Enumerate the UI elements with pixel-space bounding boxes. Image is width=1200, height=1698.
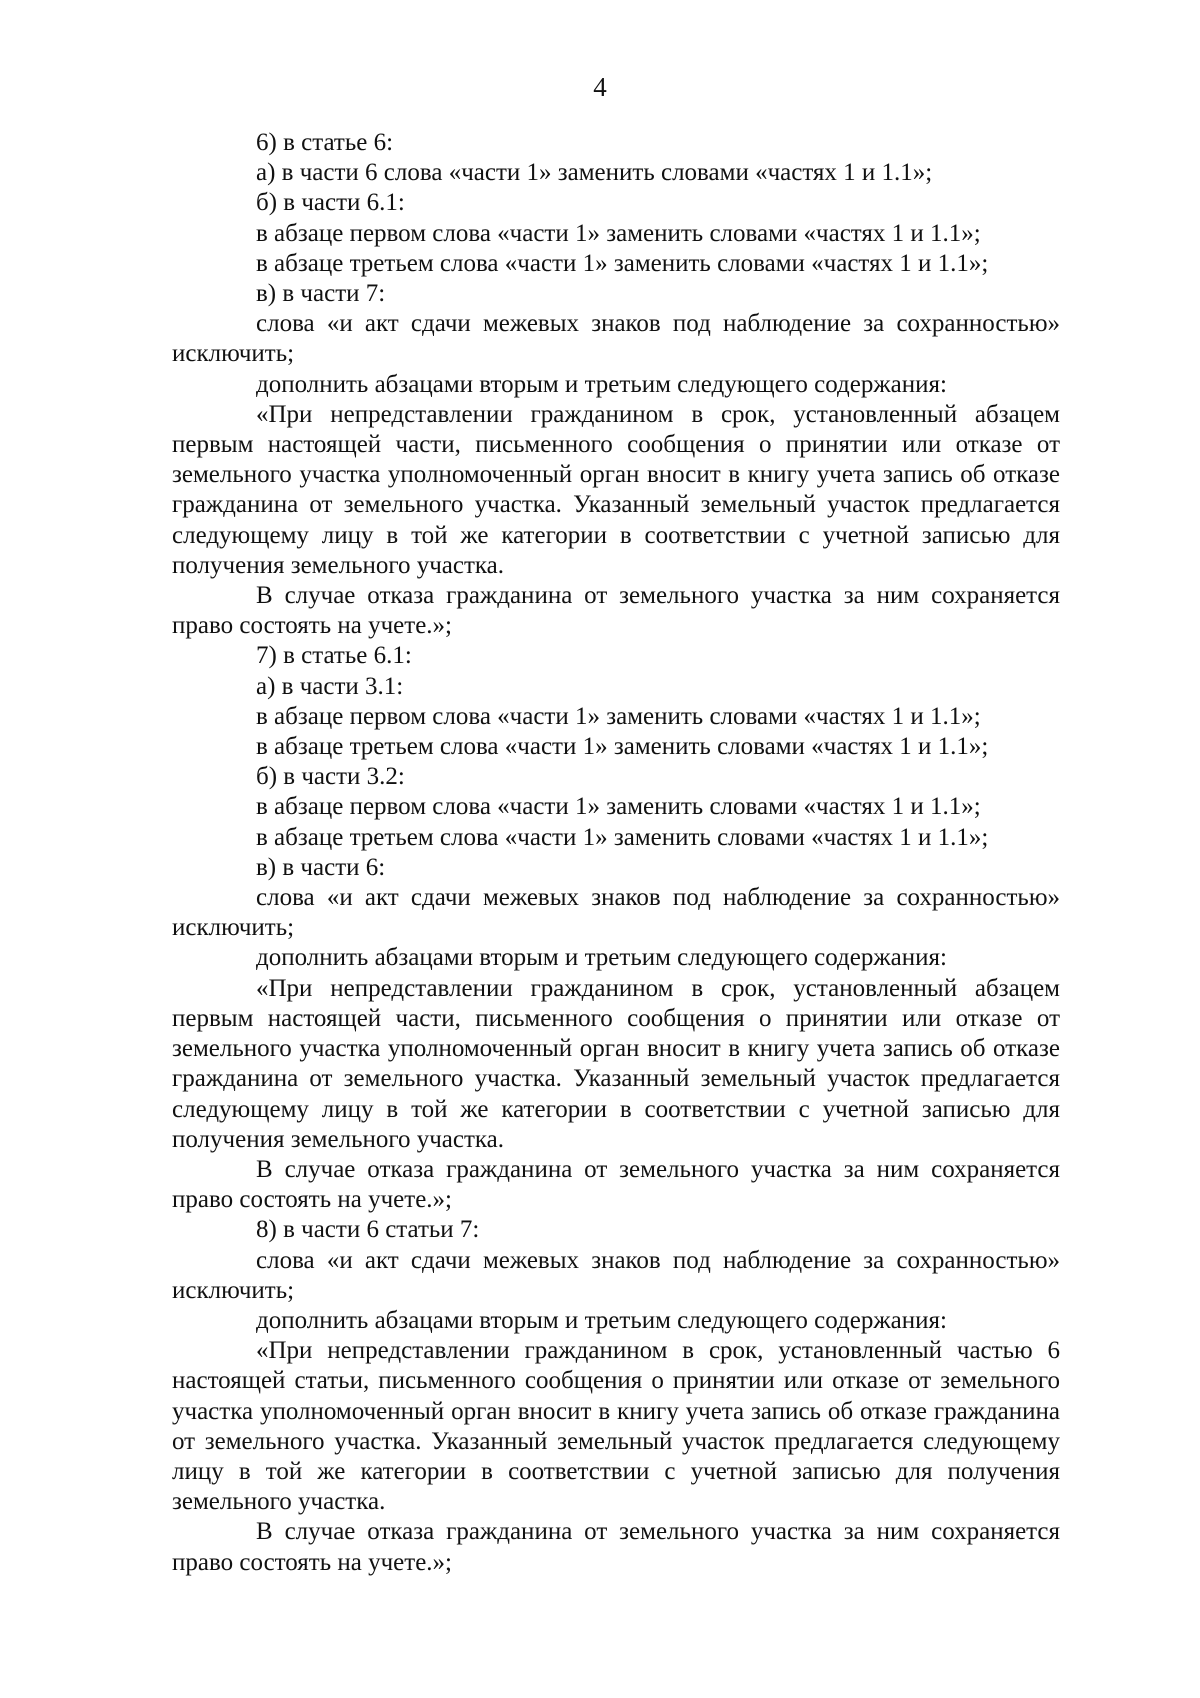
paragraph: слова «и акт сдачи межевых знаков под наблюдение за сохранностью» исключить; <box>172 1246 1060 1304</box>
paragraph: в) в части 6: <box>256 853 386 881</box>
paragraph: слова «и акт сдачи межевых знаков под наблюдение за сохранностью» исключить; <box>172 884 1060 942</box>
paragraph: дополнить абзацами вторым и третьим следующего содержания: <box>256 370 947 398</box>
paragraph: 7) в статье 6.1: <box>256 642 412 670</box>
paragraph: а) в части 3.1: <box>256 672 404 700</box>
paragraph: «При непредставлении гражданином в срок, установленный абзацем первым настоящей части, письменного сообщения о принятии или отказе от земельного участка уполномоченный орган вносит в книгу учета запись об отказе гражданина от земельного участка. Указанный земельный участок предлагается следующему лицу в той же категории в соответствии с учетной записью для получения земельного участка. <box>172 400 1060 579</box>
paragraph: в абзаце третьем слова «части 1» заменить словами «частях 1 и 1.1»; <box>256 823 989 851</box>
paragraph: а) в части 6 слова «части 1» заменить словами «частях 1 и 1.1»; <box>256 159 933 187</box>
paragraph: б) в части 3.2: <box>256 763 405 791</box>
paragraph: б) в части 6.1: <box>256 189 405 217</box>
paragraph: 8) в части 6 статьи 7: <box>256 1216 480 1244</box>
paragraph: в) в части 7: <box>256 280 386 308</box>
document-body <box>172 128 1060 1578</box>
paragraph: в абзаце третьем слова «части 1» заменить словами «частях 1 и 1.1»; <box>256 733 989 761</box>
paragraph: В случае отказа гражданина от земельного участка за ним сохраняется право состоять на учете.»; <box>172 1155 1060 1214</box>
paragraph: в абзаце третьем слова «части 1» заменить словами «частях 1 и 1.1»; <box>256 249 989 277</box>
paragraph: в абзаце первом слова «части 1» заменить словами «частях 1 и 1.1»; <box>256 702 981 730</box>
paragraph: «При непредставлении гражданином в срок, установленный частью 6 настоящей статьи, письменного сообщения о принятии или отказе от земельного участка уполномоченный орган вносит в книгу учета запись об отказе гражданина от земельного участка. Указанный земельный участок предлагается следующему лицу в той же категории в соответствии с учетной записью для получения земельного участка. <box>172 1337 1060 1516</box>
paragraph: 6) в статье 6: <box>256 129 394 156</box>
paragraph: дополнить абзацами вторым и третьим следующего содержания: <box>256 944 947 972</box>
page-number: 4 <box>593 72 607 102</box>
paragraph: дополнить абзацами вторым и третьим следующего содержания: <box>256 1306 947 1334</box>
paragraph: В случае отказа гражданина от земельного участка за ним сохраняется право состоять на учете.»; <box>172 1518 1060 1576</box>
paragraph: в абзаце первом слова «части 1» заменить словами «частях 1 и 1.1»; <box>256 219 981 247</box>
paragraph: в абзаце первом слова «части 1» заменить словами «частях 1 и 1.1»; <box>256 793 981 821</box>
paragraph: слова «и акт сдачи межевых знаков под наблюдение за сохранностью» исключить; <box>172 310 1060 368</box>
paragraph: В случае отказа гражданина от земельного участка за ним сохраняется право состоять на учете.»; <box>172 582 1060 640</box>
paragraph: «При непредставлении гражданином в срок, установленный абзацем первым настоящей части, письменного сообщения о принятии или отказе от земельного участка уполномоченный орган вносит в книгу учета запись об отказе гражданина от земельного участка. Указанный земельный участок предлагается следующему лицу в той же категории в соответствии с учетной записью для получения земельного участка. <box>172 974 1060 1153</box>
